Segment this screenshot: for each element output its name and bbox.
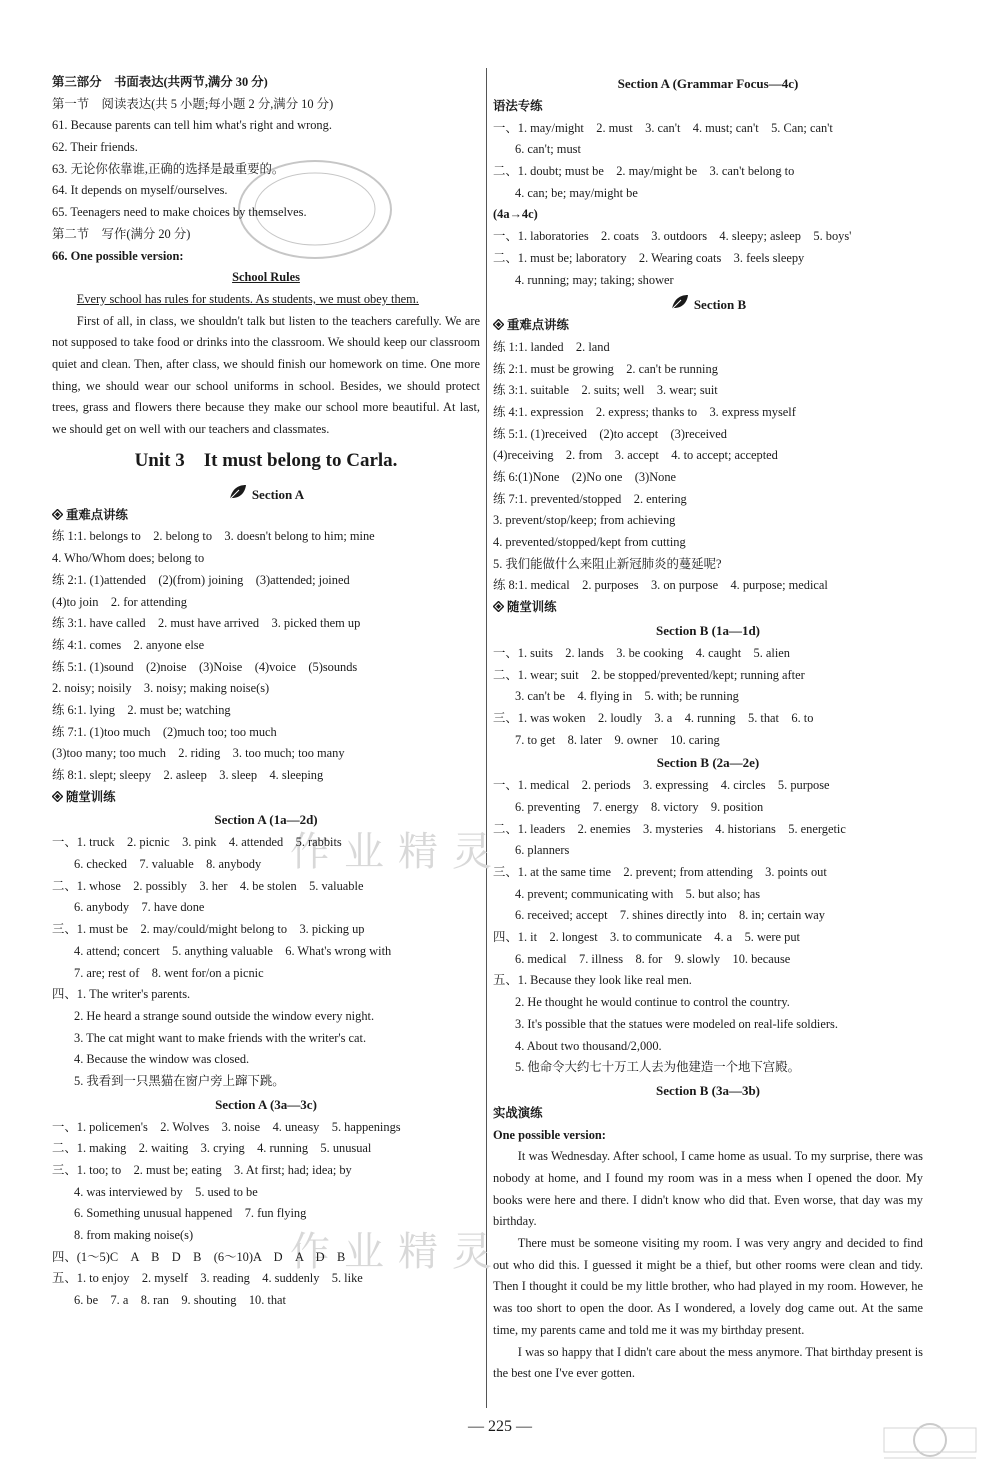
section-heading-text: Section A (1a—2d): [214, 812, 318, 828]
answer-line-text: 4. attend; concert 5. anything valuable 6. What's wrong with: [74, 943, 392, 958]
answer-line: [52, 548, 480, 570]
diamond-bullet-icon: [493, 598, 504, 609]
section-heading: [493, 72, 923, 96]
answer-line: [493, 532, 923, 554]
answer-line: [52, 224, 480, 246]
answer-line: [493, 337, 923, 359]
section-heading-text: Section A: [251, 486, 305, 502]
answer-line: [52, 1071, 480, 1093]
section-heading-text: Section B (2a—2e): [656, 755, 760, 771]
answer-line-text: 练 1:1. belongs to 2. belong to 3. doesn't belong to him; mine: [52, 529, 375, 544]
answer-line: [493, 797, 923, 819]
answer-line: [52, 635, 480, 657]
answer-line-text: 练 6:1. lying 2. must be; watching: [52, 702, 231, 717]
answer-line: [493, 1036, 923, 1058]
answer-line: [52, 1268, 480, 1290]
answer-line: [493, 970, 923, 992]
answer-line: [493, 96, 923, 118]
subsection-heading-text: 重难点讲练: [66, 507, 128, 522]
answer-line-text: 练 1:1. landed 2. land: [493, 339, 610, 354]
answer-line: [493, 819, 923, 841]
answer-line: [493, 665, 923, 687]
answer-line: [52, 854, 480, 876]
right-column: [493, 72, 923, 1385]
subsection-heading: [52, 505, 480, 527]
unit-title-text: Unit 3 It must belong to Carla.: [134, 449, 398, 471]
answer-line-text: 4. prevented/stopped/kept from cutting: [493, 535, 686, 550]
answer-line: [52, 1182, 480, 1204]
answer-line: [52, 1203, 480, 1225]
answer-line-text: 6. checked 7. valuable 8. anybody: [74, 857, 262, 872]
answer-line-text: 6. anybody 7. have done: [74, 900, 205, 915]
answer-line: [493, 949, 923, 971]
answer-line-text: 三、1. too; to 2. must be; eating 3. At first; had; idea; by: [52, 1163, 352, 1178]
answer-line-text: 练 4:1. comes 2. anyone else: [52, 637, 205, 652]
answer-line: [52, 1290, 480, 1312]
answer-line-text: (4)receiving 2. from 3. accept 4. to accept; accepted: [493, 448, 778, 463]
answer-line-text: 3. The cat might want to make friends with the writer's cat.: [74, 1030, 367, 1045]
answer-line-text: 三、1. was woken 2. loudly 3. a 4. running 5. that 6. to: [493, 710, 814, 725]
answer-line: [52, 678, 480, 700]
answer-line: [493, 884, 923, 906]
answer-line-text: 第一节 阅读表达(共 5 小题;每小题 2 分,满分 10 分): [52, 96, 334, 111]
answer-line: [52, 743, 480, 765]
watermark: 作业精灵: [290, 829, 506, 875]
answer-line-text: 五、1. Because they look like real men.: [493, 973, 692, 988]
unit-title: [52, 441, 480, 481]
answer-line-text: 4. Because the window was closed.: [74, 1052, 250, 1067]
answer-line-text: 练 5:1. (1)received (2)to accept (3)received: [493, 426, 727, 441]
answer-line-text: 5. 我们能做什么来阻止新冠肺炎的蔓延呢?: [493, 556, 722, 571]
answer-line: [493, 402, 923, 424]
answer-line-text: 第二节 写作(满分 20 分): [52, 226, 191, 241]
answer-line: [52, 180, 480, 202]
answer-line: [52, 115, 480, 137]
answer-line: [493, 359, 923, 381]
answer-line: [493, 226, 923, 248]
answer-line: [493, 643, 923, 665]
answer-line-text: (4)to join 2. for attending: [52, 594, 187, 609]
answer-line-text: 一、1. medical 2. periods 3. expressing 4. circles 5. purpose: [493, 778, 830, 793]
answer-line-text: 一、1. laboratories 2. coats 3. outdoors 4. sleepy; asleep 5. boys': [493, 229, 852, 244]
answer-line-text: 6. medical 7. illness 8. for 9. slowly 10. because: [515, 951, 791, 966]
answer-line: [493, 270, 923, 292]
answer-line: [52, 1138, 480, 1160]
answer-line: [493, 862, 923, 884]
answer-line: [52, 526, 480, 548]
answer-line-text: 6. Something unusual happened 7. fun flying: [74, 1206, 307, 1221]
answer-line-text: 6. received; accept 7. shines directly into 8. in; certain way: [515, 908, 826, 923]
answer-line-text: 3. can't be 4. flying in 5. with; be running: [515, 689, 739, 704]
answer-line-text: 三、1. must be 2. may/could/might belong to 3. picking up: [52, 922, 365, 937]
subsection-heading-text: 随堂训练: [507, 600, 557, 615]
answer-line-text: 语法专练: [493, 99, 543, 113]
answer-line: [52, 159, 480, 181]
answer-line: [493, 467, 923, 489]
answer-line: [52, 1049, 480, 1071]
answer-line: [52, 765, 480, 787]
answer-line-text: One possible version:: [493, 1127, 606, 1142]
answer-line-text: 65. Teenagers need to make choices by themselves.: [52, 205, 307, 220]
answer-line: [52, 700, 480, 722]
answer-line: [52, 72, 480, 94]
answer-line-text: 五、1. to enjoy 2. myself 3. reading 4. suddenly 5. like: [52, 1271, 363, 1286]
section-heading: [493, 619, 923, 643]
answer-line: [52, 722, 480, 744]
answer-line-text: 练 5:1. (1)sound (2)noise (3)Noise (4)voice (5)sounds: [52, 659, 358, 674]
section-heading-text: Section B: [693, 297, 747, 313]
answer-line-text: School Rules: [232, 270, 300, 285]
answer-line: [493, 424, 923, 446]
answer-line: [52, 1225, 480, 1247]
section-heading-text: Section B (1a—1d): [656, 622, 760, 638]
answer-line-text: 四、1. The writer's parents.: [52, 987, 191, 1002]
answer-line: [493, 686, 923, 708]
answer-line-text: 四、(1～5)C A B D B (6～10)A D A D B: [52, 1249, 346, 1264]
answer-line: [493, 992, 923, 1014]
answer-line: [493, 708, 923, 730]
section-heading: [493, 291, 923, 315]
answer-line-text: 66. One possible version:: [52, 248, 184, 263]
answer-line-text: 二、1. wear; suit 2. be stopped/prevented/kept; running after: [493, 667, 805, 682]
answer-line-text: 二、1. doubt; must be 2. may/might be 3. can't belong to: [493, 164, 795, 179]
answer-line: [52, 202, 480, 224]
answer-line: [52, 267, 480, 289]
answer-line: [52, 876, 480, 898]
answer-line: [52, 941, 480, 963]
essay-paragraph-text: First of all, in class, we shouldn't talk but listen to the teachers carefully. We are not supposed to take food or drinks into the classroom. We should keep our classroom quiet and clean. Then, after class, we should finish our homework on time. One more thing, we should wear our school uniforms in school. Besides, we should protect trees, grass and flowers there because they make our school more beautiful. At last, we should get on well with our teachers and classmates.: [52, 313, 480, 437]
section-heading: [493, 1079, 923, 1103]
leaf-icon: [228, 483, 248, 505]
answer-line-text: 5. 他命令大约七十万工人去为他建造一个地下宫殿。: [515, 1060, 800, 1075]
answer-line-text: 4. About two thousand/2,000.: [515, 1038, 662, 1053]
answer-line-text: 2. He heard a strange sound outside the window every night.: [74, 1008, 375, 1023]
answer-line: [52, 94, 480, 116]
section-heading: [52, 481, 480, 505]
essay-paragraph: [52, 311, 480, 441]
answer-line: [493, 905, 923, 927]
page-number-text: 225: [488, 1418, 512, 1435]
answer-line-text: (3)too many; too much 2. riding 3. too much; too many: [52, 746, 345, 761]
subsection-heading-text: 随堂训练: [66, 789, 116, 804]
subsection-heading: [493, 315, 923, 337]
answer-line-text: 6. preventing 7. energy 8. victory 9. position: [515, 799, 764, 814]
answer-line: [52, 1247, 480, 1269]
watermark: 作业精灵: [290, 1229, 506, 1275]
essay-paragraph-text: It was Wednesday. After school, I came home as usual. To my surprise, there was nobody at home, and I found my room was in a mess when I opened the door. My books were here and there. I didn't know who did that. Even worse, that day was my birthday.: [493, 1149, 923, 1229]
answer-line: [52, 1028, 480, 1050]
answer-line-text: 练 8:1. medical 2. purposes 3. on purpose 4. purpose; medical: [493, 578, 828, 593]
section-heading-text: Section A (3a—3c): [215, 1096, 317, 1112]
answer-line: [493, 840, 923, 862]
answer-line-text: 62. Their friends.: [52, 140, 138, 155]
section-heading: [52, 808, 480, 832]
answer-line-text: 5. 我看到一只黑猫在窗户旁上蹿下跳。: [74, 1073, 285, 1088]
answer-line-text: 3. prevent/stop/keep; from achieving: [493, 513, 676, 528]
answer-line-text: 6. be 7. a 8. ran 9. shouting 10. that: [74, 1293, 286, 1308]
essay-paragraph: [52, 289, 480, 311]
answer-line: [52, 137, 480, 159]
answer-line: [493, 1057, 923, 1079]
answer-line-text: 一、1. may/might 2. must 3. can't 4. must; can't 5. Can; can't: [493, 120, 833, 135]
answer-line: [493, 489, 923, 511]
answer-line-text: 63. 无论你依靠谁,正确的选择是最重要的。: [52, 161, 285, 176]
essay-paragraph-text: There must be someone visiting my room. I was very angry and decided to find out who did this. I guessed it might be a thief, but other rooms were clean and tidy. Then I thought it could be my little brother, who had played in my room. However, he was too short to open the door. As I wondered, a lovely dog came out. At the same time, my parents came and told me it was my birthday present.: [493, 1236, 923, 1337]
answer-line: [52, 613, 480, 635]
answer-line-text: 7. to get 8. later 9. owner 10. caring: [515, 732, 720, 747]
answer-line: [493, 139, 923, 161]
answer-line-text: 练 7:1. (1)too much (2)much too; too much: [52, 724, 277, 739]
answer-line: [52, 984, 480, 1006]
answer-line: [52, 897, 480, 919]
answer-line: [493, 575, 923, 597]
answer-line: [493, 1125, 923, 1147]
answer-line-text: 64. It depends on myself/ourselves.: [52, 183, 228, 198]
answer-line: [52, 1160, 480, 1182]
answer-line-text: 2. He thought he would continue to control the country.: [515, 995, 790, 1010]
answer-line: [52, 592, 480, 614]
essay-paragraph: [493, 1233, 923, 1342]
answer-line: [493, 730, 923, 752]
answer-line-text: 练 3:1. suitable 2. suits; well 3. wear; suit: [493, 383, 718, 398]
answer-line: [493, 118, 923, 140]
column-divider: [486, 68, 487, 1408]
subsection-heading: [52, 787, 480, 809]
answer-line-text: 二、1. leaders 2. enemies 3. mysteries 4. historians 5. energetic: [493, 821, 846, 836]
answer-line-text: 4. can; be; may/might be: [515, 185, 638, 200]
answer-line: [52, 570, 480, 592]
answer-line-text: 61. Because parents can tell him what's right and wrong.: [52, 118, 332, 133]
answer-line-text: 4. was interviewed by 5. used to be: [74, 1184, 258, 1199]
answer-line-text: 二、1. must be; laboratory 2. Wearing coats 3. feels sleepy: [493, 250, 805, 265]
answer-line-text: 4. Who/Whom does; belong to: [52, 551, 205, 566]
subsection-heading: [493, 597, 923, 619]
answer-line: [493, 248, 923, 270]
answer-line: [493, 554, 923, 576]
answer-line-text: 练 2:1. must be growing 2. can't be running: [493, 361, 718, 376]
diamond-bullet-icon: [493, 316, 504, 327]
left-column: [52, 72, 480, 1312]
answer-line-text: 4. prevent; communicating with 5. but also; has: [515, 886, 761, 901]
diamond-bullet-icon: [52, 788, 63, 799]
answer-line: [493, 927, 923, 949]
answer-line: [493, 445, 923, 467]
section-heading-text: Section A (Grammar Focus—4c): [617, 76, 799, 91]
answer-line: [493, 161, 923, 183]
answer-line-text: 练 4:1. expression 2. express; thanks to 3. express myself: [493, 404, 796, 419]
answer-line-text: 3. It's possible that the statues were modeled on real-life soldiers.: [515, 1016, 838, 1031]
essay-paragraph: [493, 1146, 923, 1233]
answer-line-text: 第三部分 书面表达(共两节,满分 30 分): [52, 75, 268, 89]
answer-line-text: 实战演练: [493, 1105, 543, 1120]
answer-line: [493, 1014, 923, 1036]
page-number: — 225 —: [468, 1418, 532, 1435]
answer-line: [493, 380, 923, 402]
answer-line: [52, 1117, 480, 1139]
section-heading-text: Section B (3a—3b): [656, 1082, 760, 1098]
answer-line-text: 二、1. making 2. waiting 3. crying 4. running 5. unusual: [52, 1141, 372, 1156]
diamond-bullet-icon: [52, 506, 63, 517]
answer-line-text: 二、1. whose 2. possibly 3. her 4. be stolen 5. valuable: [52, 878, 364, 893]
subsection-heading-text: 重难点讲练: [507, 318, 569, 333]
leaf-icon: [670, 293, 690, 315]
answer-line-text: 6. planners: [515, 843, 570, 858]
answer-line-text: 练 6:(1)None (2)No one (3)None: [493, 470, 677, 484]
answer-line-text: 一、1. policemen's 2. Wolves 3. noise 4. uneasy 5. happenings: [52, 1119, 401, 1134]
answer-line: [52, 919, 480, 941]
answer-line: [493, 204, 923, 226]
section-heading: [493, 751, 923, 775]
answer-line-text: 4. running; may; taking; shower: [515, 272, 674, 287]
essay-paragraph-text: I was so happy that I didn't care about the mess anymore. That birthday present is the best one I've ever gotten.: [493, 1344, 923, 1381]
site-logo: [870, 1420, 990, 1465]
answer-line-text: 三、1. at the same time 2. prevent; from attending 3. points out: [493, 865, 827, 879]
answer-line-text: 四、1. it 2. longest 3. to communicate 4. a 5. were put: [493, 930, 800, 945]
answer-line-text: 一、1. suits 2. lands 3. be cooking 4. caught 5. alien: [493, 645, 790, 660]
answer-line: [493, 183, 923, 205]
answer-line: [493, 1103, 923, 1125]
answer-line-text: 练 2:1. (1)attended (2)(from) joining (3)attended; joined: [52, 572, 350, 587]
answer-line: [493, 775, 923, 797]
answer-line-text: 练 7:1. prevented/stopped 2. entering: [493, 491, 687, 506]
answer-line-text: 8. from making noise(s): [74, 1228, 194, 1243]
essay-paragraph-text: Every school has rules for students. As students, we must obey them.: [76, 291, 419, 306]
answer-line: [52, 657, 480, 679]
section-heading: [52, 1093, 480, 1117]
answer-line-text: 2. noisy; noisily 3. noisy; making noise(s): [52, 681, 270, 696]
answer-line-text: 一、1. truck 2. picnic 3. pink 4. attended 5. rabbits: [52, 835, 342, 850]
answer-line: [52, 963, 480, 985]
answer-line: [493, 510, 923, 532]
answer-line: [52, 832, 480, 854]
answer-line-text: 7. are; rest of 8. went for/on a picnic: [74, 965, 264, 980]
answer-line-text: 练 8:1. slept; sleepy 2. asleep 3. sleep 4. sleeping: [52, 768, 324, 783]
answer-line-text: (4a→4c): [493, 207, 538, 222]
answer-line: [52, 1006, 480, 1028]
essay-paragraph: [493, 1342, 923, 1385]
answer-line-text: 练 3:1. have called 2. must have arrived 3. picked them up: [52, 616, 361, 631]
answer-line-text: 6. can't; must: [515, 142, 581, 157]
answer-line: [52, 246, 480, 268]
